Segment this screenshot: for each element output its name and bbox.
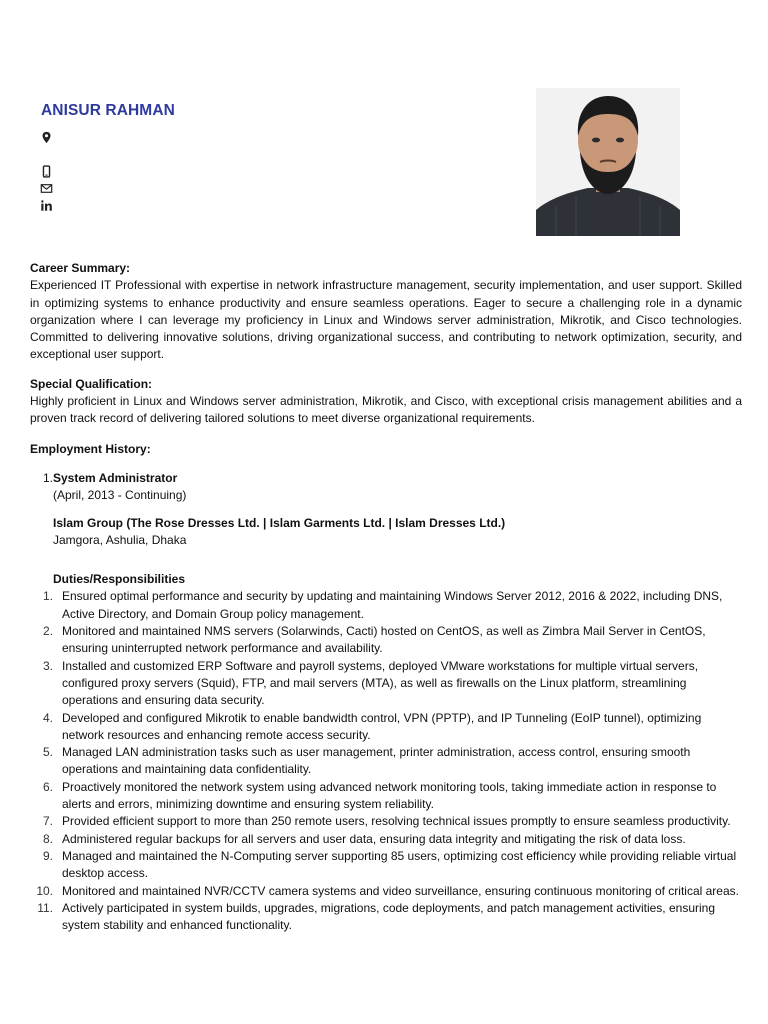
list-item	[42, 658, 742, 710]
mobile-phone-icon	[40, 165, 53, 178]
duty-text: Monitored and maintained NVR/CCTV camera systems and video surveillance, ensuring continuous monitoring of critical areas.	[62, 883, 739, 898]
career-summary-section	[30, 260, 742, 364]
duties-list	[36, 588, 742, 934]
duty-number: 7.	[42, 814, 53, 829]
duty-number: 8.	[42, 831, 53, 846]
envelope-icon	[40, 182, 53, 195]
duty-text: Installed and customized ERP Software and payroll systems, deployed VMware workstations for multiple virtual servers, configured proxy servers (Squid), FTP, and mail servers (MTA), as well as firewalls on the Linux platform, streamlining operations and ensuring data security.	[62, 658, 699, 708]
duty-text: Developed and configured Mikrotik to enable bandwidth control, VPN (PPTP), and IP Tunneling (EoIP tunnel), optimizing network resources and enhancing remote access security.	[62, 710, 702, 742]
job-dates: (April, 2013 - Continuing)	[53, 488, 187, 503]
linkedin-icon	[40, 199, 53, 212]
duty-number: 9.	[42, 848, 53, 863]
duty-text: Actively participated in system builds, upgrades, migrations, code deployments, and patch management activities, ensuring system stability and enhanced functionality.	[62, 900, 716, 933]
duty-number: 5.	[42, 745, 53, 760]
duty-number: 4.	[42, 710, 53, 725]
duty-number: 1.	[42, 589, 53, 604]
employment-history-heading: Employment History:	[30, 441, 151, 456]
list-item	[36, 883, 742, 900]
career-summary-heading: Career Summary:	[30, 261, 131, 275]
special-qualification-section	[30, 376, 742, 428]
company-location: Jamgora, Ashulia, Dhaka	[53, 532, 187, 547]
list-item	[42, 744, 742, 779]
duty-number: 3.	[42, 658, 53, 673]
job-number: 1.	[42, 470, 53, 485]
duty-text: Managed LAN administration tasks such as user management, printer administration, access control, ensuring smooth operations and maintaining data confidentiality.	[62, 745, 691, 777]
list-item	[42, 831, 742, 848]
job-entry	[30, 470, 742, 934]
duty-text: Provided efficient support to more than 250 remote users, resolving technical issues promptly to ensure seamless productivity.	[62, 814, 731, 829]
candidate-name: ANISUR RAHMAN	[41, 102, 175, 119]
list-item	[42, 710, 742, 745]
list-item	[42, 588, 742, 623]
list-item	[42, 779, 742, 814]
duty-text: Proactively monitored the network system using advanced network monitoring tools, taking immediate action in response to alerts and errors, minimizing downtime and ensuring system reliability.	[62, 779, 717, 812]
job-title: System Administrator	[53, 470, 178, 485]
duty-number: 11.	[37, 900, 53, 915]
company-name: Islam Group (The Rose Dresses Ltd. | Islam Garments Ltd. | Islam Dresses Ltd.)	[53, 515, 506, 530]
special-qualification-heading: Special Qualification:	[30, 376, 153, 391]
duties-heading: Duties/Responsibilities	[53, 572, 186, 587]
duty-number: 6.	[42, 779, 53, 794]
list-item	[42, 813, 742, 830]
job-details	[36, 470, 742, 934]
duty-number: 2.	[42, 624, 53, 639]
duty-text: Monitored and maintained NMS servers (Solarwinds, Cacti) hosted on CentOS, as well as Zimbra Mail Server in CentOS, ensuring uninterrupted network performance and availability.	[62, 624, 706, 656]
duty-number: 10.	[36, 883, 53, 898]
list-item	[37, 900, 742, 935]
employment-history-section	[30, 441, 742, 458]
duty-text: Ensured optimal performance and security by updating and maintaining Windows Server 2012, 2016 & 2022, including DNS, Active Directory, and Domain Group policy management.	[62, 589, 723, 621]
list-item	[42, 848, 742, 883]
list-item	[42, 623, 742, 658]
duty-text: Managed and maintained the N-Computing server supporting 85 users, optimizing cost efficiency while providing reliable virtual desktop access.	[62, 848, 737, 881]
special-qualification-text: Highly proficient in Linux and Windows server administration, Mikrotik, and Cisco, with exceptional crisis management abilities and a proven track record of delivering tailored solutions to meet diverse organizational requirements.	[30, 394, 742, 426]
career-summary-text: Experienced IT Professional with expertise in network infrastructure management, security implementation, and user support. Skilled in optimizing systems to enhance productivity and ensure seamless operations. Eager to secure a challenging role in a dynamic organization where I can leverage my proficiency in Linux and Windows server administration, Mikrotik, and Cisco technologies. Committed to delivering innovative solutions, driving organizational success, and contributing to network optimization, security, and exceptional user support.	[30, 278, 742, 362]
profile-photo	[536, 88, 680, 236]
location-pin-icon	[40, 131, 53, 144]
resume-body	[30, 260, 742, 934]
duty-text: Administered regular backups for all servers and user data, ensuring data integrity and mitigating the risk of data loss.	[62, 831, 686, 846]
